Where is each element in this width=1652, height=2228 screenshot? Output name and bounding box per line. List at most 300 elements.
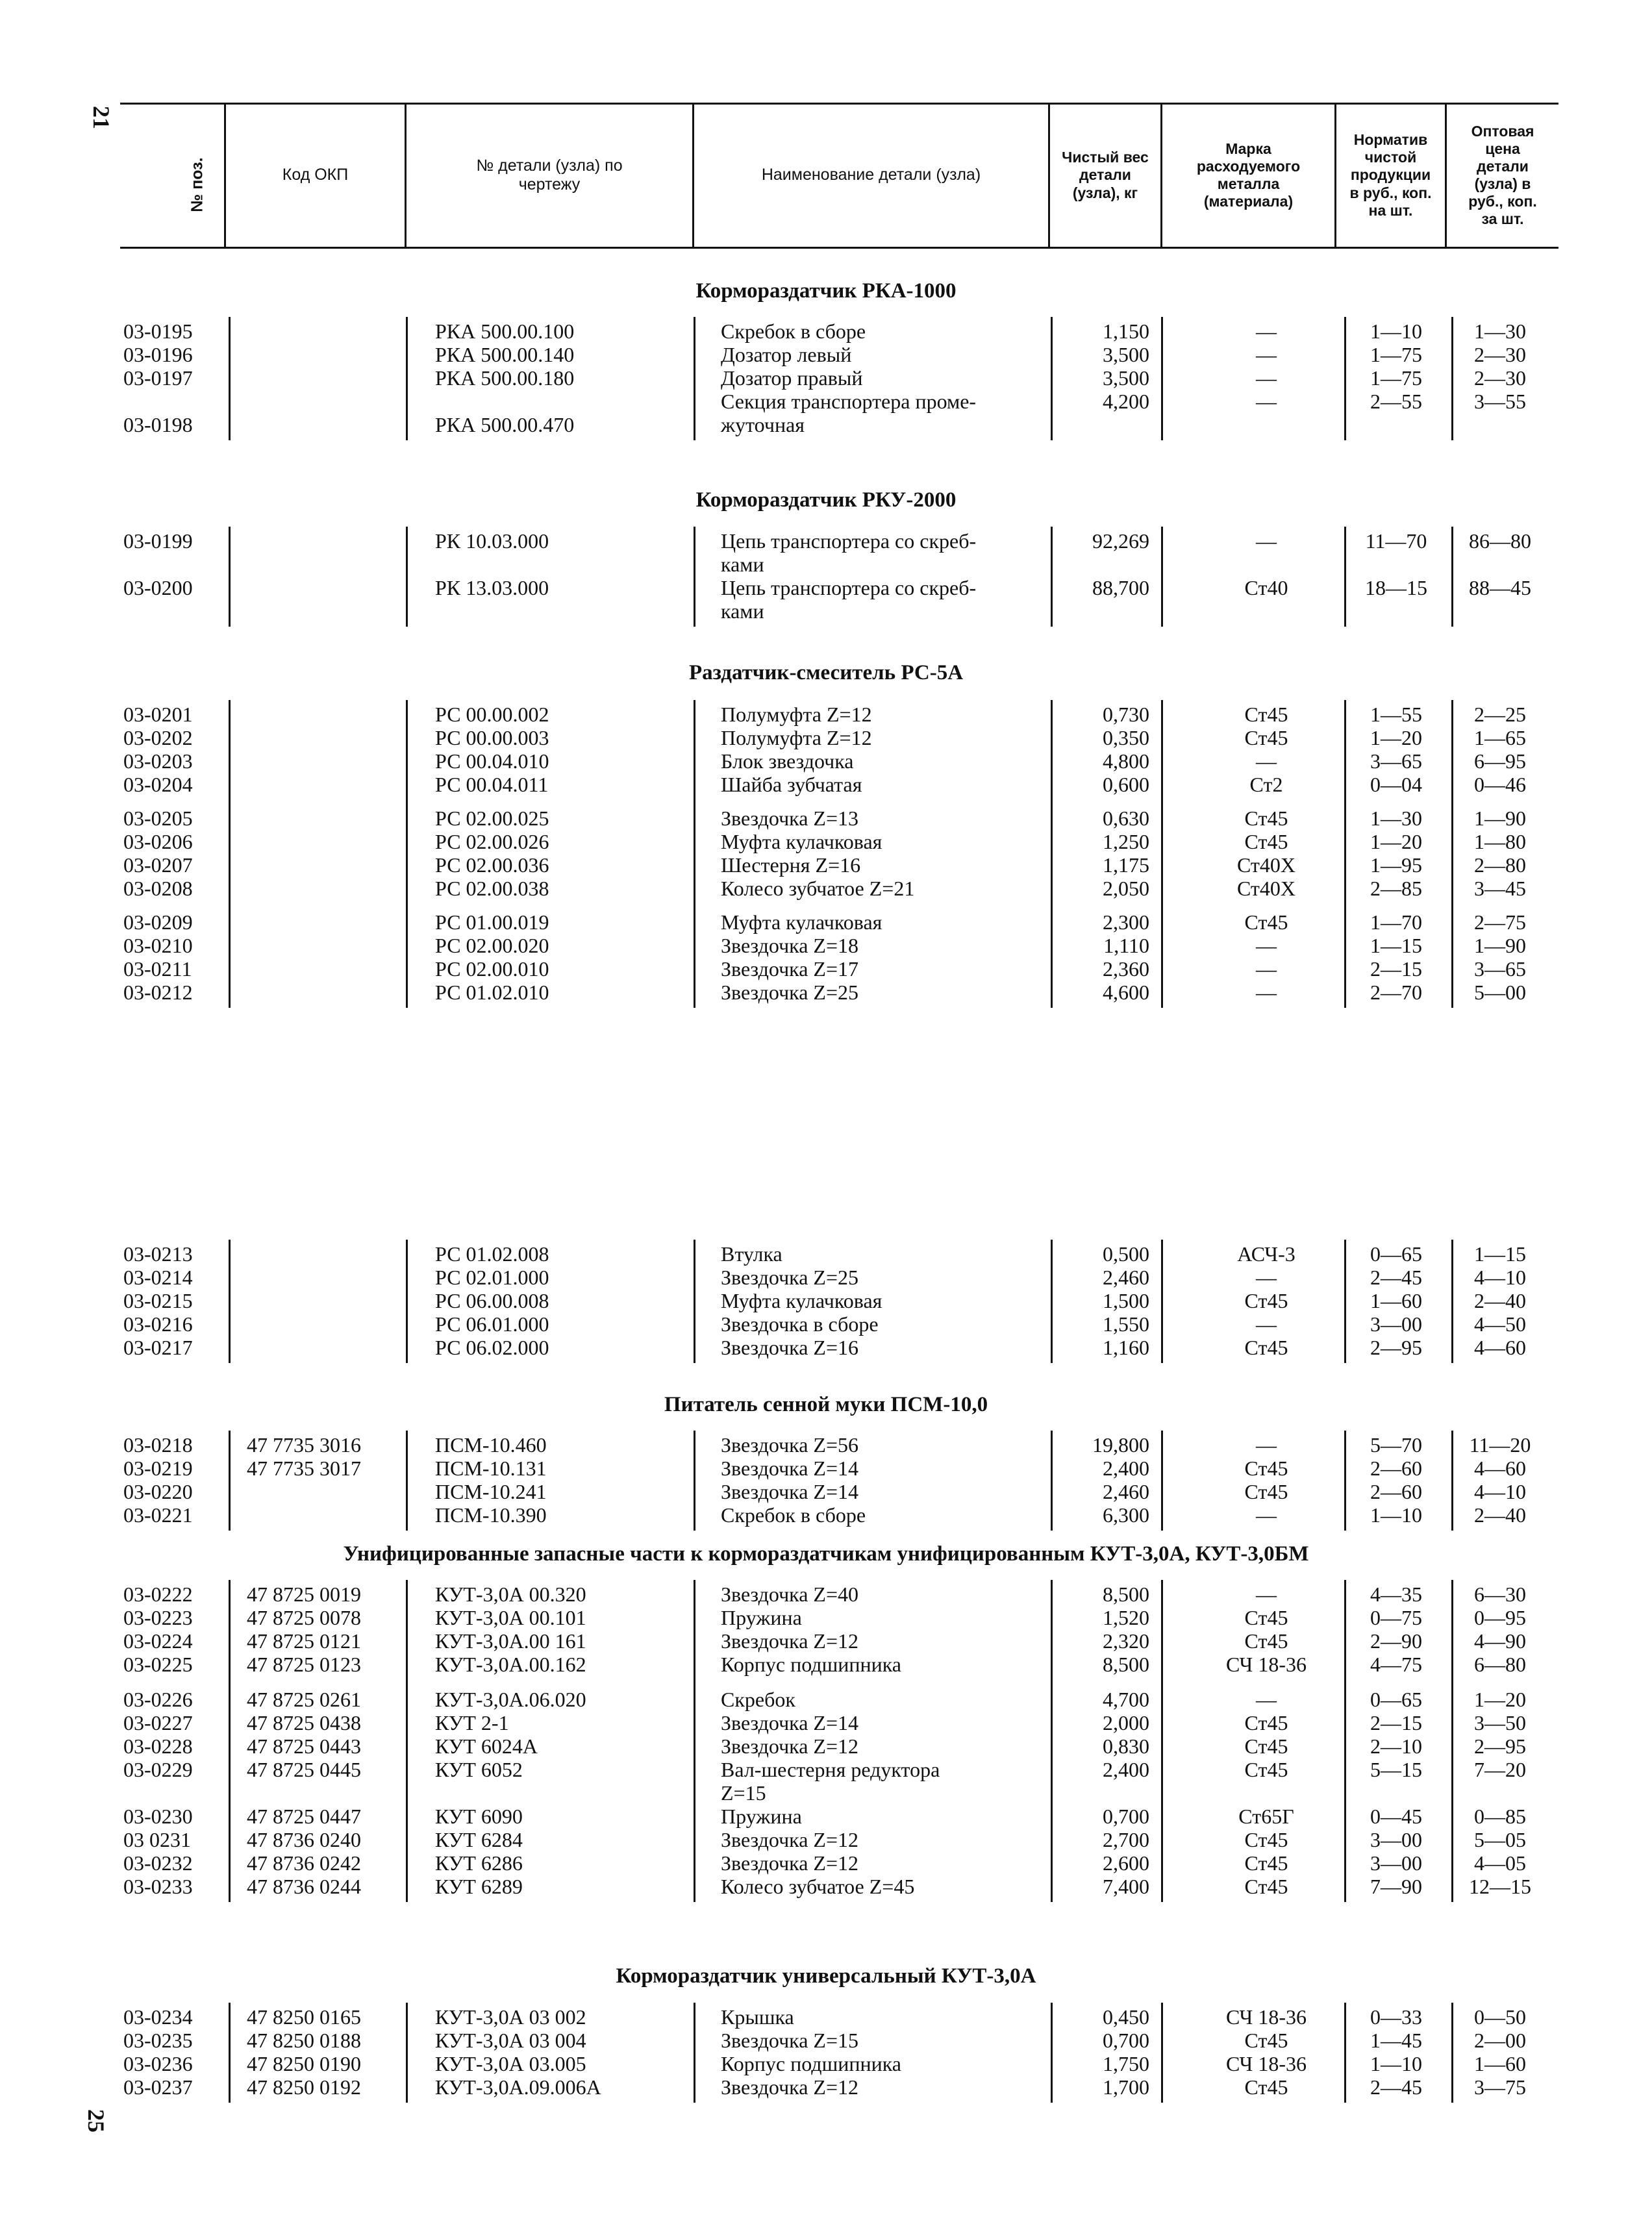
cell-weight: 3,500 (1103, 366, 1149, 390)
column-separator (406, 700, 408, 1008)
table-row (0, 2075, 1652, 2099)
cell-norm: 2—60 (1370, 1480, 1422, 1503)
table-row (0, 1289, 1652, 1312)
cell-weight: 2,460 (1103, 1266, 1149, 1289)
table-row (0, 1242, 1652, 1266)
cell-weight: 3,500 (1103, 343, 1149, 366)
table-row (0, 343, 1652, 366)
cell-drawing: РС 02.00.010 (435, 957, 549, 981)
cell-price: 6—30 (1474, 1583, 1526, 1606)
cell-weight: 0,600 (1103, 773, 1149, 796)
cell-pos: 03-0222 (123, 1583, 193, 1606)
table-row (0, 807, 1652, 830)
table-row (0, 703, 1652, 726)
cell-drawing: РС 02.00.020 (435, 934, 549, 957)
page-number-top: 21 (88, 106, 114, 129)
cell-okp: 47 8725 0123 (247, 1653, 361, 1676)
cell-material: Ст45 (1244, 1480, 1288, 1503)
cell-drawing: КУТ-3,0А.00 161 (435, 1629, 586, 1653)
cell-name: Звездочка Z=17 (721, 957, 859, 981)
cell-price: 5—00 (1474, 981, 1526, 1004)
cell-material: — (1256, 343, 1277, 366)
cell-drawing: РК 13.03.000 (435, 576, 549, 599)
cell-pos: 03-0204 (123, 773, 193, 796)
cell-drawing: КУТ 6090 (435, 1805, 523, 1828)
cell-pos: 03-0205 (123, 807, 193, 830)
cell-weight: 1,700 (1103, 2075, 1149, 2099)
column-separator (694, 700, 695, 1008)
table-row (0, 319, 1652, 343)
cell-drawing: КУТ-3,0А.00.162 (435, 1653, 586, 1676)
column-separator (406, 317, 408, 440)
cell-norm: 1—10 (1370, 2052, 1422, 2075)
cell-price: 4—60 (1474, 1336, 1526, 1359)
column-separator (694, 2003, 695, 2103)
header-norm: Норматив чистой продукции в руб., коп. на шт. (1349, 131, 1432, 219)
cell-material: СЧ 18-36 (1226, 1653, 1307, 1676)
cell-price: 3—45 (1474, 877, 1526, 900)
cell-pos: 03-0232 (123, 1851, 193, 1875)
cell-material: — (1256, 1312, 1277, 1336)
cell-weight: 2,460 (1103, 1480, 1149, 1503)
table-row (0, 830, 1652, 853)
cell-drawing: РС 02.00.038 (435, 877, 549, 900)
cell-okp: 47 8250 0192 (247, 2075, 361, 2099)
table-row (0, 366, 1652, 390)
cell-okp: 47 8250 0188 (247, 2029, 361, 2052)
cell-price: 2—25 (1474, 703, 1526, 726)
cell-name: Полумуфта Z=12 (721, 703, 872, 726)
cell-name: Звездочка Z=25 (721, 981, 859, 1004)
cell-weight: 1,500 (1103, 1289, 1149, 1312)
cell-norm: 1—20 (1370, 726, 1422, 749)
table-row (0, 1266, 1652, 1289)
cell-material: Ст40Х (1236, 877, 1295, 900)
cell-price: 0—95 (1474, 1606, 1526, 1629)
cell-drawing: ПСМ-10.390 (435, 1503, 547, 1527)
cell-material: АСЧ-3 (1237, 1242, 1295, 1266)
column-separator (1051, 527, 1053, 627)
cell-name: Звездочка Z=18 (721, 934, 859, 957)
cell-name: Втулка (721, 1242, 782, 1266)
cell-price: 2—40 (1474, 1503, 1526, 1527)
cell-weight: 92,269 (1092, 529, 1149, 553)
cell-name: Шайба зубчатая (721, 773, 862, 796)
cell-norm: 1—60 (1370, 1289, 1422, 1312)
column-separator (1051, 1431, 1053, 1531)
cell-name: Вал-шестерня редуктора (721, 1758, 940, 1781)
cell-pos: 03-0221 (123, 1503, 193, 1527)
section-title: Питатель сенной муки ПСМ-10,0 (664, 1393, 988, 1416)
cell-name: Звездочка Z=14 (721, 1480, 859, 1503)
table-row (0, 1758, 1652, 1781)
column-separator (1051, 700, 1053, 1008)
cell-weight: 1,150 (1103, 319, 1149, 343)
cell-pos: 03 0231 (123, 1828, 191, 1851)
table-row (0, 934, 1652, 957)
cell-drawing: КУТ 6024А (435, 1734, 538, 1758)
cell-price: 1—20 (1474, 1688, 1526, 1711)
table-row (0, 1433, 1652, 1457)
table-row (0, 1781, 1652, 1805)
cell-material: Ст45 (1244, 1457, 1288, 1480)
cell-name: Цепь транспортера со скреб- (721, 576, 977, 599)
cell-pos: 03-0237 (123, 2075, 193, 2099)
cell-pos: 03-0218 (123, 1433, 193, 1457)
cell-weight: 1,160 (1103, 1336, 1149, 1359)
cell-norm: 1—75 (1370, 343, 1422, 366)
section-title: Кормораздатчик РКА-1000 (695, 279, 957, 303)
table-row (0, 1629, 1652, 1653)
cell-norm: 1—20 (1370, 830, 1422, 853)
column-separator (406, 2003, 408, 2103)
cell-norm: 0—75 (1370, 1606, 1422, 1629)
cell-material: — (1256, 981, 1277, 1004)
cell-drawing: КУТ 6284 (435, 1828, 523, 1851)
cell-price: 4—50 (1474, 1312, 1526, 1336)
cell-material: Ст40Х (1236, 853, 1295, 877)
cell-drawing: КУТ 6052 (435, 1758, 523, 1781)
cell-weight: 1,175 (1103, 853, 1149, 877)
cell-pos: 03-0210 (123, 934, 193, 957)
column-separator (229, 317, 231, 440)
cell-material: — (1256, 319, 1277, 343)
table-row (0, 576, 1652, 599)
column-separator (229, 1240, 231, 1363)
cell-norm: 0—04 (1370, 773, 1422, 796)
cell-weight: 4,600 (1103, 981, 1149, 1004)
column-separator (1344, 1240, 1346, 1363)
cell-material: Ст45 (1244, 910, 1288, 934)
cell-pos: 03-0200 (123, 576, 193, 599)
cell-weight: 7,400 (1103, 1875, 1149, 1898)
table-row (0, 2052, 1652, 2075)
table-row (0, 877, 1652, 900)
cell-weight: 8,500 (1103, 1583, 1149, 1606)
cell-material: — (1256, 1503, 1277, 1527)
section-title: Кормораздатчик универсальный КУТ-3,0А (616, 1964, 1036, 1988)
cell-norm: 11—70 (1365, 529, 1427, 553)
column-separator (406, 1431, 408, 1531)
cell-price: 3—75 (1474, 2075, 1526, 2099)
cell-material: Ст45 (1244, 1734, 1288, 1758)
cell-weight: 0,500 (1103, 1242, 1149, 1266)
cell-pos: 03-0216 (123, 1312, 193, 1336)
cell-material: Ст45 (1244, 1758, 1288, 1781)
cell-weight: 2,000 (1103, 1711, 1149, 1734)
cell-norm: 2—15 (1370, 957, 1422, 981)
cell-pos: 03-0217 (123, 1336, 193, 1359)
cell-norm: 0—33 (1370, 2005, 1422, 2029)
cell-weight: 0,730 (1103, 703, 1149, 726)
cell-name: Шестерня Z=16 (721, 853, 861, 877)
cell-pos: 03-0223 (123, 1606, 193, 1629)
column-separator (694, 1240, 695, 1363)
table-row (0, 1457, 1652, 1480)
cell-weight: 2,050 (1103, 877, 1149, 900)
cell-material: Ст45 (1244, 1711, 1288, 1734)
cell-norm: 1—10 (1370, 1503, 1422, 1527)
cell-pos: 03-0214 (123, 1266, 193, 1289)
table-row (0, 749, 1652, 773)
table-row (0, 1583, 1652, 1606)
cell-material: — (1256, 529, 1277, 553)
cell-okp: 47 7735 3016 (247, 1433, 361, 1457)
column-separator (1161, 2003, 1163, 2103)
cell-price: 4—60 (1474, 1457, 1526, 1480)
cell-okp: 47 8250 0165 (247, 2005, 361, 2029)
column-separator (694, 317, 695, 440)
cell-norm: 1—95 (1370, 853, 1422, 877)
cell-weight: 0,630 (1103, 807, 1149, 830)
column-separator (406, 527, 408, 627)
cell-drawing: КУТ-3,0А 03.005 (435, 2052, 586, 2075)
cell-material: Ст45 (1244, 830, 1288, 853)
cell-drawing: РС 06.02.000 (435, 1336, 549, 1359)
cell-okp: 47 8725 0078 (247, 1606, 361, 1629)
cell-norm: 1—55 (1370, 703, 1422, 726)
cell-name: ками (721, 553, 764, 576)
cell-drawing: РС 00.00.003 (435, 726, 549, 749)
column-separator (1451, 527, 1453, 627)
cell-drawing: РС 01.00.019 (435, 910, 549, 934)
cell-drawing: РКА 500.00.140 (435, 343, 575, 366)
cell-name: Звездочка Z=13 (721, 807, 859, 830)
cell-material: Ст45 (1244, 1289, 1288, 1312)
cell-material: Ст45 (1244, 726, 1288, 749)
column-separator (229, 700, 231, 1008)
cell-drawing: РС 02.00.036 (435, 853, 549, 877)
cell-drawing: РС 00.04.011 (435, 773, 549, 796)
cell-weight: 6,300 (1103, 1503, 1149, 1527)
header-material: Марка расходуемого металла (материала) (1196, 140, 1301, 210)
cell-name: Звездочка Z=14 (721, 1711, 859, 1734)
cell-norm: 2—70 (1370, 981, 1422, 1004)
cell-name: Z=15 (721, 1781, 766, 1805)
cell-name: Полумуфта Z=12 (721, 726, 872, 749)
cell-norm: 2—45 (1370, 2075, 1422, 2099)
cell-pos: 03-0197 (123, 366, 193, 390)
cell-norm: 2—15 (1370, 1711, 1422, 1734)
cell-material: — (1256, 749, 1277, 773)
cell-pos: 03-0233 (123, 1875, 193, 1898)
cell-drawing: РС 01.02.010 (435, 981, 549, 1004)
column-separator (694, 1431, 695, 1531)
cell-price: 0—85 (1474, 1805, 1526, 1828)
cell-pos: 03-0225 (123, 1653, 193, 1676)
cell-drawing: РК 10.03.000 (435, 529, 549, 553)
column-separator (229, 1580, 231, 1902)
cell-pos: 03-0202 (123, 726, 193, 749)
cell-price: 12—15 (1469, 1875, 1531, 1898)
cell-weight: 2,320 (1103, 1629, 1149, 1653)
cell-weight: 0,350 (1103, 726, 1149, 749)
cell-drawing: РС 00.04.010 (435, 749, 549, 773)
cell-price: 0—50 (1474, 2005, 1526, 2029)
cell-weight: 2,700 (1103, 1828, 1149, 1851)
cell-price: 2—00 (1474, 2029, 1526, 2052)
cell-weight: 4,800 (1103, 749, 1149, 773)
column-separator (406, 1240, 408, 1363)
table-row (0, 1828, 1652, 1851)
cell-material: СЧ 18-36 (1226, 2052, 1307, 2075)
cell-pos: 03-0201 (123, 703, 193, 726)
cell-okp: 47 8736 0242 (247, 1851, 361, 1875)
cell-material: Ст45 (1244, 1828, 1288, 1851)
cell-okp: 47 8736 0244 (247, 1875, 361, 1898)
cell-material: — (1256, 1433, 1277, 1457)
cell-drawing: РКА 500.00.470 (435, 413, 575, 436)
column-separator (406, 1580, 408, 1902)
cell-price: 1—65 (1474, 726, 1526, 749)
cell-material: — (1256, 1583, 1277, 1606)
column-separator (1451, 1240, 1453, 1363)
cell-norm: 0—65 (1370, 1688, 1422, 1711)
cell-name: ками (721, 599, 764, 623)
cell-norm: 5—70 (1370, 1433, 1422, 1457)
table-row (0, 1734, 1652, 1758)
column-separator (694, 1580, 695, 1902)
cell-name: Дозатор левый (721, 343, 852, 366)
page-number-bottom: 25 (83, 2109, 109, 2133)
cell-material: — (1256, 1266, 1277, 1289)
cell-price: 4—90 (1474, 1629, 1526, 1653)
cell-name: Звездочка Z=25 (721, 1266, 859, 1289)
cell-drawing: КУТ-3,0А.09.006А (435, 2075, 601, 2099)
cell-price: 3—50 (1474, 1711, 1526, 1734)
header-bottom-rule (120, 247, 1558, 249)
cell-material: Ст45 (1244, 1336, 1288, 1359)
cell-norm: 7—90 (1370, 1875, 1422, 1898)
cell-price: 4—05 (1474, 1851, 1526, 1875)
cell-drawing: РКА 500.00.100 (435, 319, 575, 343)
cell-drawing: КУТ 2-1 (435, 1711, 509, 1734)
table-row (0, 853, 1652, 877)
cell-weight: 1,520 (1103, 1606, 1149, 1629)
cell-weight: 1,550 (1103, 1312, 1149, 1336)
cell-price: 6—80 (1474, 1653, 1526, 1676)
cell-name: Звездочка Z=14 (721, 1457, 859, 1480)
cell-drawing: РС 00.00.002 (435, 703, 549, 726)
cell-pos: 03-0208 (123, 877, 193, 900)
column-separator (1161, 700, 1163, 1008)
cell-pos: 03-0209 (123, 910, 193, 934)
column-separator (229, 2003, 231, 2103)
cell-norm: 1—70 (1370, 910, 1422, 934)
cell-name: Звездочка Z=12 (721, 2075, 859, 2099)
cell-drawing: РС 01.02.008 (435, 1242, 549, 1266)
cell-pos: 03-0196 (123, 343, 193, 366)
cell-name: жуточная (721, 413, 805, 436)
column-separator (1161, 527, 1163, 627)
column-separator (1051, 317, 1053, 440)
cell-drawing: РС 06.00.008 (435, 1289, 549, 1312)
table-row (0, 1688, 1652, 1711)
cell-weight: 2,600 (1103, 1851, 1149, 1875)
cell-pos: 03-0207 (123, 853, 193, 877)
cell-norm: 2—10 (1370, 1734, 1422, 1758)
cell-drawing: КУТ-3,0А 00.320 (435, 1583, 586, 1606)
cell-norm: 1—45 (1370, 2029, 1422, 2052)
header-name: Наименование детали (узла) (761, 166, 981, 184)
cell-name: Муфта кулачковая (721, 910, 882, 934)
cell-norm: 2—85 (1370, 877, 1422, 900)
cell-norm: 2—55 (1370, 390, 1422, 413)
column-separator (229, 527, 231, 627)
column-separator (694, 527, 695, 627)
column-separator (1161, 1431, 1163, 1531)
cell-weight: 4,200 (1103, 390, 1149, 413)
table-row (0, 981, 1652, 1004)
cell-material: — (1256, 1688, 1277, 1711)
cell-name: Крышка (721, 2005, 794, 2029)
header-okp: Код ОКП (282, 166, 349, 184)
cell-price: 1—90 (1474, 934, 1526, 957)
cell-okp: 47 8725 0261 (247, 1688, 361, 1711)
cell-norm: 4—75 (1370, 1653, 1422, 1676)
cell-pos: 03-0227 (123, 1711, 193, 1734)
column-separator (1451, 2003, 1453, 2103)
table-row (0, 1653, 1652, 1676)
cell-material: Ст45 (1244, 2075, 1288, 2099)
cell-okp: 47 8725 0438 (247, 1711, 361, 1734)
cell-pos: 03-0213 (123, 1242, 193, 1266)
cell-drawing: РС 02.00.025 (435, 807, 549, 830)
cell-weight: 4,700 (1103, 1688, 1149, 1711)
cell-name: Колесо зубчатое Z=21 (721, 877, 915, 900)
header-price: Оптовая цена детали (узла) в руб., коп. за шт. (1468, 122, 1537, 228)
cell-pos: 03-0195 (123, 319, 193, 343)
cell-norm: 2—95 (1370, 1336, 1422, 1359)
cell-okp: 47 8250 0190 (247, 2052, 361, 2075)
cell-price: 11—20 (1469, 1433, 1531, 1457)
cell-material: — (1256, 390, 1277, 413)
cell-price: 0—46 (1474, 773, 1526, 796)
cell-pos: 03-0229 (123, 1758, 193, 1781)
cell-weight: 0,830 (1103, 1734, 1149, 1758)
cell-pos: 03-0230 (123, 1805, 193, 1828)
column-separator (1051, 2003, 1053, 2103)
cell-price: 7—20 (1474, 1758, 1526, 1781)
cell-pos: 03-0215 (123, 1289, 193, 1312)
cell-material: Ст45 (1244, 2029, 1288, 2052)
cell-pos: 03-0203 (123, 749, 193, 773)
column-separator (1451, 317, 1453, 440)
section-title: Раздатчик-смеситель РС-5А (688, 661, 964, 684)
cell-norm: 3—00 (1370, 1851, 1422, 1875)
cell-pos: 03-0228 (123, 1734, 193, 1758)
cell-name: Скребок в сборе (721, 319, 866, 343)
cell-material: СЧ 18-36 (1226, 2005, 1307, 2029)
section-title: Кормораздатчик РКУ-2000 (695, 488, 957, 512)
cell-norm: 18—15 (1365, 576, 1427, 599)
table-row (0, 529, 1652, 553)
cell-name: Пружина (721, 1606, 802, 1629)
table-row (0, 553, 1652, 576)
cell-okp: 47 7735 3017 (247, 1457, 361, 1480)
cell-pos: 03-0224 (123, 1629, 193, 1653)
cell-material: — (1256, 934, 1277, 957)
table-row (0, 2005, 1652, 2029)
cell-weight: 1,110 (1103, 934, 1149, 957)
cell-price: 2—40 (1474, 1289, 1526, 1312)
cell-price: 1—60 (1474, 2052, 1526, 2075)
cell-name: Цепь транспортера со скреб- (721, 529, 977, 553)
cell-drawing: РС 06.01.000 (435, 1312, 549, 1336)
cell-name: Пружина (721, 1805, 802, 1828)
cell-drawing: КУТ-3,0А.06.020 (435, 1688, 586, 1711)
cell-name: Корпус подшипника (721, 1653, 901, 1676)
